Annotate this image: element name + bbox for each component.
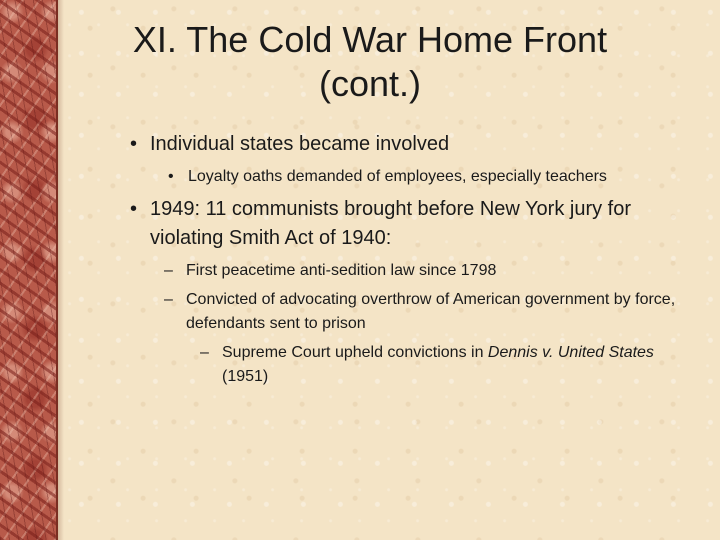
marble-border-decoration — [0, 0, 58, 540]
sub-sub-bullet-item — [180, 341, 688, 389]
sub-bullet-item — [168, 165, 688, 189]
bullet-icon: • — [168, 168, 174, 185]
slide-body — [128, 130, 688, 389]
sub-bullet-item — [144, 288, 688, 336]
title-line-1: XI. The Cold War Home Front — [132, 19, 608, 60]
dash-icon: – — [200, 344, 209, 361]
sub-bullet-text: Loyalty oaths demanded of employees, especially teachers — [188, 168, 607, 185]
bullet-icon: • — [130, 198, 138, 220]
sub-bullet-item — [144, 259, 688, 283]
dash-icon: – — [164, 262, 173, 279]
bullet-icon: • — [130, 133, 138, 155]
bullet-text: Individual states became involved — [150, 133, 450, 155]
sub-bullet-text: Convicted of advocating overthrow of American government by force, defendants sent to prison — [186, 291, 676, 332]
dash-icon: – — [164, 291, 173, 308]
bullet-item — [128, 195, 688, 253]
slide-title — [80, 18, 660, 106]
bullet-item — [128, 130, 688, 159]
bullet-text: 1949: 11 communists brought before New York jury for violating Smith Act of 1940: — [150, 198, 631, 249]
sub-sub-bullet-text-post: (1951) — [222, 368, 269, 385]
sub-bullet-text: First peacetime anti-sedition law since 1798 — [186, 262, 497, 279]
case-name: Dennis v. United States — [487, 344, 654, 361]
title-line-2: (cont.) — [318, 63, 422, 104]
sub-sub-bullet-text-pre: Supreme Court upheld convictions in — [222, 344, 488, 361]
